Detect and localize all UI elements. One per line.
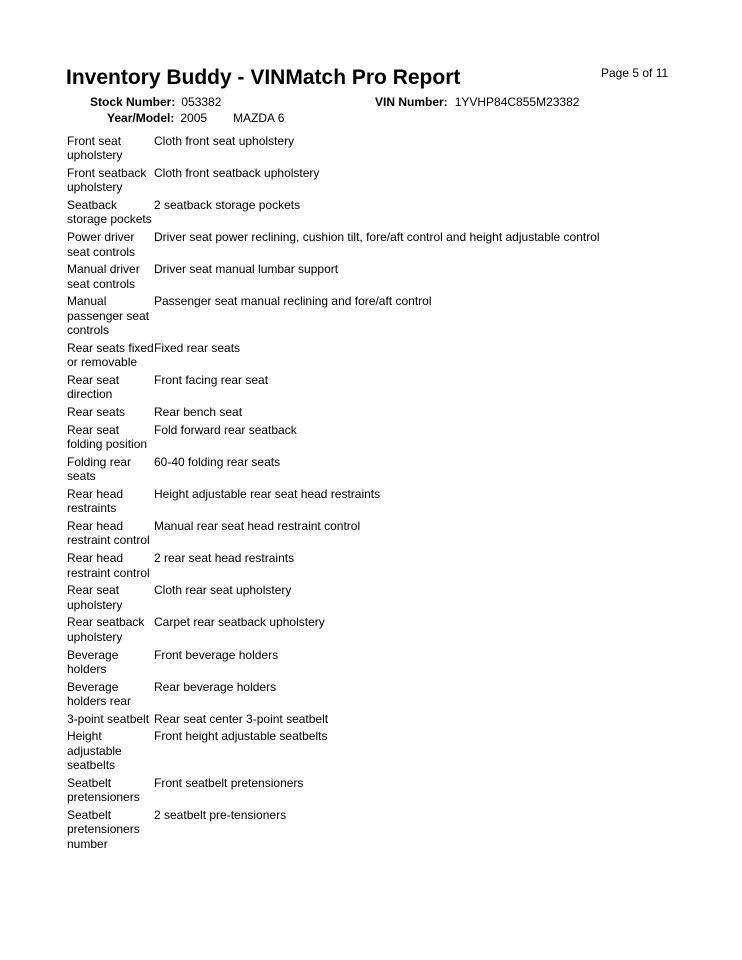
spec-label: Rear seats fixed or removable	[67, 340, 154, 370]
spec-label: Rear seat direction	[67, 372, 120, 402]
spec-row	[67, 423, 687, 452]
spec-value: Front facing rear seat	[154, 372, 269, 387]
spec-value: Height adjustable rear seat head restraints	[154, 487, 381, 502]
spec-row	[67, 405, 687, 419]
spec-label: Power driver seat controls	[67, 230, 136, 259]
spec-row	[67, 615, 687, 644]
spec-value: Cloth front seat upholstery	[154, 134, 295, 148]
spec-row	[67, 808, 687, 851]
spec-label: Front seat upholstery	[67, 134, 123, 163]
spec-label: Height adjustable seatbelts	[67, 729, 122, 773]
spec-label: Front seatback upholstery	[67, 166, 147, 195]
page-number: Page 5 of 11	[601, 66, 669, 80]
spec-value: Driver seat manual lumbar support	[154, 262, 339, 277]
spec-row	[67, 583, 687, 612]
model-value: MAZDA 6	[233, 111, 285, 125]
spec-label: Beverage holders	[67, 647, 119, 676]
spec-value: Rear beverage holders	[154, 679, 277, 694]
spec-value: Rear bench seat	[154, 405, 243, 420]
spec-value: Fold forward rear seatback	[154, 422, 297, 437]
spec-value: Cloth rear seat upholstery	[154, 583, 292, 598]
vin-number-row	[375, 95, 579, 109]
spec-value: 60-40 folding rear seats	[154, 454, 281, 469]
spec-label: Manual driver seat controls	[67, 262, 140, 291]
spec-row	[67, 262, 687, 291]
spec-value: 2 rear seat head restraints	[154, 551, 295, 566]
stock-number-value: 053382	[181, 95, 222, 109]
spec-label: 3-point seatbelt	[67, 711, 150, 726]
spec-label: Beverage holders rear	[67, 679, 132, 708]
vin-number-label: VIN Number:	[375, 95, 448, 109]
spec-row	[67, 648, 687, 677]
spec-label: Seatback storage pockets	[67, 198, 152, 227]
spec-label: Rear seat upholstery	[67, 583, 123, 612]
vin-number-value: 1YVHP84C855M23382	[454, 95, 580, 109]
spec-label: Rear head restraint control	[67, 519, 150, 548]
spec-value: Front beverage holders	[154, 647, 279, 662]
spec-label: Rear head restraint control	[67, 551, 150, 580]
spec-value: Cloth front seatback upholstery	[154, 166, 320, 181]
spec-value: Rear seat center 3-point seatbelt	[154, 711, 329, 726]
spec-row	[67, 455, 687, 484]
spec-row	[67, 230, 687, 259]
spec-value: Fixed rear seats	[154, 340, 241, 355]
spec-row	[67, 341, 687, 370]
spec-label: Seatbelt pretensioners	[67, 775, 140, 805]
spec-label: Manual passenger seat controls	[67, 294, 150, 338]
spec-row	[67, 294, 687, 337]
spec-value: 2 seatback storage pockets	[154, 198, 301, 213]
spec-row	[67, 680, 687, 709]
spec-value: Front height adjustable seatbelts	[154, 729, 328, 744]
spec-row	[67, 729, 687, 772]
spec-label: Folding rear seats	[67, 454, 132, 484]
spec-label: Rear seatback upholstery	[67, 615, 145, 644]
stock-number-row	[90, 95, 221, 109]
spec-value: Manual rear seat head restraint control	[154, 519, 361, 534]
spec-label: Seatbelt pretensioners number	[67, 807, 140, 851]
spec-row	[67, 551, 687, 580]
spec-row	[67, 166, 687, 195]
spec-row	[67, 134, 687, 163]
spec-value: Passenger seat manual reclining and fore/aft control	[154, 294, 432, 309]
spec-value: Carpet rear seatback upholstery	[154, 615, 325, 630]
year-model-row	[107, 111, 284, 125]
spec-label: Rear seat folding position	[67, 422, 148, 452]
year-value: 2005	[180, 111, 208, 125]
spec-value: 2 seatbelt pre-tensioners	[154, 807, 287, 822]
spec-row	[67, 776, 687, 805]
spec-row	[67, 373, 687, 402]
spec-value: Front seatbelt pretensioners	[154, 775, 304, 790]
spec-list	[67, 134, 687, 854]
stock-number-label: Stock Number:	[90, 95, 176, 109]
year-model-label: Year/Model:	[107, 111, 175, 125]
spec-row	[67, 487, 687, 516]
spec-row	[67, 712, 687, 726]
spec-label: Rear seats	[67, 405, 126, 420]
spec-row	[67, 198, 687, 227]
spec-row	[67, 519, 687, 548]
spec-label: Rear head restraints	[67, 487, 124, 516]
report-title: Inventory Buddy - VINMatch Pro Report	[66, 66, 461, 89]
spec-value: Driver seat power reclining, cushion tilt, fore/aft control and height adjustable control	[154, 230, 600, 245]
